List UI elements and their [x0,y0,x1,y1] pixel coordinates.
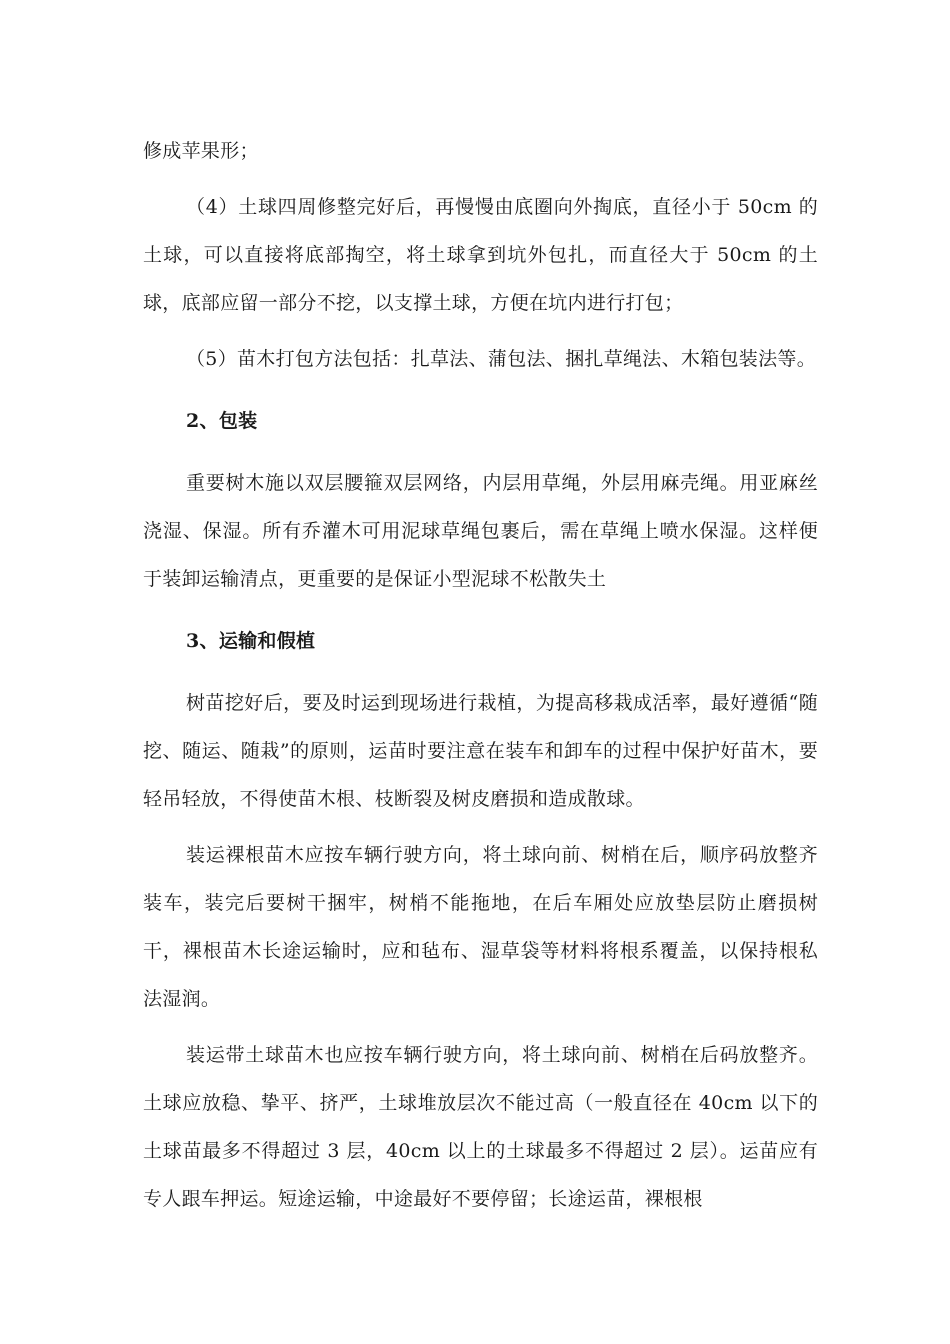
paragraph-packaging: 重要树木施以双层腰箍双层网络，内层用草绳，外层用麻壳绳。用亚麻丝浇湿、保湿。所有乔灌木可用泥球草绳包裹后，需在草绳上喷水保湿。这样便于装卸运输清点，更重要的是保证小型泥球不松散失土 [143,472,818,590]
paragraph-bare-root: 装运裸根苗木应按车辆行驶方向，将土球向前、树梢在后，顺序码放整齐装车，装完后要树干捆牢，树梢不能拖地，在后车厢处应放垫层防止磨损树干，裸根苗木长途运输时，应和毡布、湿草袋等材料将根系覆盖，以保持根私法湿润。 [143,844,818,1010]
section-heading-packaging: 2、包装 [186,410,258,432]
section-heading-transport: 3、运输和假植 [186,630,316,652]
paragraph-apple-shape: 修成苹果形； [143,140,259,162]
paragraph-soil-ball: 装运带土球苗木也应按车辆行驶方向，将土球向前、树梢在后码放整齐。土球应放稳、挚平、挤严，土球堆放层次不能过高（一般直径在 40cm 以下的土球苗最多不得超过 3 层，40cm 以上的土球最多不得超过 2 层）。运苗应有专人跟车押运。短途运输，中途最好不要停留；长途运苗，裸根根 [143,1044,818,1210]
paragraph-step-5: （5）苗木打包方法包括：扎草法、蒲包法、捆扎草绳法、木箱包装法等。 [186,348,816,370]
paragraph-transport-intro: 树苗挖好后，要及时运到现场进行栽植，为提高移栽成活率，最好遵循“随挖、随运、随栽”的原则，运苗时要注意在装车和卸车的过程中保护好苗木，要轻吊轻放，不得使苗木根、枝断裂及树皮磨损和造成散球。 [143,692,818,810]
paragraph-step-4: （4）土球四周修整完好后，再慢慢由底圈向外掏底，直径小于 50cm 的土球，可以直接将底部掏空，将土球拿到坑外包扎，而直径大于 50cm 的土球，底部应留一部分不挖，以支撑土球，方便在坑内进行打包； [143,196,818,314]
document-body [143,127,818,1223]
